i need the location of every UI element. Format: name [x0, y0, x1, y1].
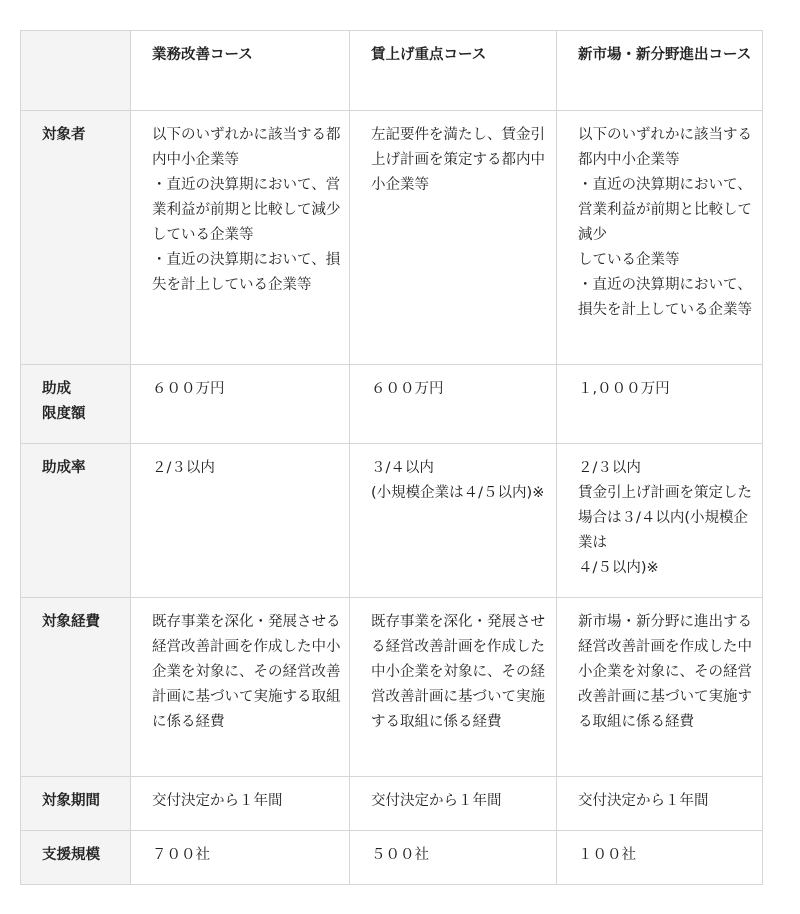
table-cell: ２/３以内: [131, 444, 350, 598]
table-cell: 以下のいずれかに該当する都内中小企業等 ・直近の決算期において、営業利益が前期と比較して減少している企業等 ・直近の決算期において、損失を計上している企業等: [131, 111, 350, 365]
table-cell: １００社: [557, 831, 763, 885]
table-cell: 交付決定から１年間: [131, 777, 350, 831]
column-header-wage-increase: 賃上げ重点コース: [350, 31, 557, 111]
column-header-business-improvement: 業務改善コース: [131, 31, 350, 111]
table-row-eligible-costs: [21, 598, 763, 777]
table-cell: ２/３以内 賃金引上げ計画を策定した場合は３/４以内(小規模企業は ４/５以内)※: [557, 444, 763, 598]
row-label: 助成率: [21, 444, 131, 598]
table-header-row: [21, 31, 763, 111]
table-row-grant-limit: [21, 365, 763, 444]
table-cell: 交付決定から１年間: [557, 777, 763, 831]
table-cell: 交付決定から１年間: [350, 777, 557, 831]
table-cell: 左記要件を満たし、賃金引上げ計画を策定する都内中小企業等: [350, 111, 557, 365]
table-cell: 既存事業を深化・発展させる経営改善計画を作成した中小企業を対象に、その経営改善計画に基づいて実施する取組に係る経費: [350, 598, 557, 777]
row-label: 対象期間: [21, 777, 131, 831]
table-row-eligible-period: [21, 777, 763, 831]
table-cell: 新市場・新分野に進出する経営改善計画を作成した中小企業を対象に、その経営改善計画に基づいて実施する取組に係る経費: [557, 598, 763, 777]
table-cell: １,０００万円: [557, 365, 763, 444]
row-label: 対象経費: [21, 598, 131, 777]
corner-cell: [21, 31, 131, 111]
subsidy-comparison-table: [20, 30, 763, 885]
table-cell: ６００万円: [131, 365, 350, 444]
column-header-new-market: 新市場・新分野進出コース: [557, 31, 763, 111]
table-row-grant-rate: [21, 444, 763, 598]
row-label: 支援規模: [21, 831, 131, 885]
row-label: 助成 限度額: [21, 365, 131, 444]
table-cell: 既存事業を深化・発展させる経営改善計画を作成した中小企業を対象に、その経営改善計画に基づいて実施する取組に係る経費: [131, 598, 350, 777]
table-cell: ３/４以内 (小規模企業は４/５以内)※: [350, 444, 557, 598]
row-label: 対象者: [21, 111, 131, 365]
table-cell: 以下のいずれかに該当する都内中小企業等 ・直近の決算期において、営業利益が前期と比較して減少 している企業等 ・直近の決算期において、損失を計上している企業等: [557, 111, 763, 365]
table-cell: ５００社: [350, 831, 557, 885]
table-row-support-scale: [21, 831, 763, 885]
table-cell: ６００万円: [350, 365, 557, 444]
table-cell: ７００社: [131, 831, 350, 885]
table-row-eligible-entities: [21, 111, 763, 365]
